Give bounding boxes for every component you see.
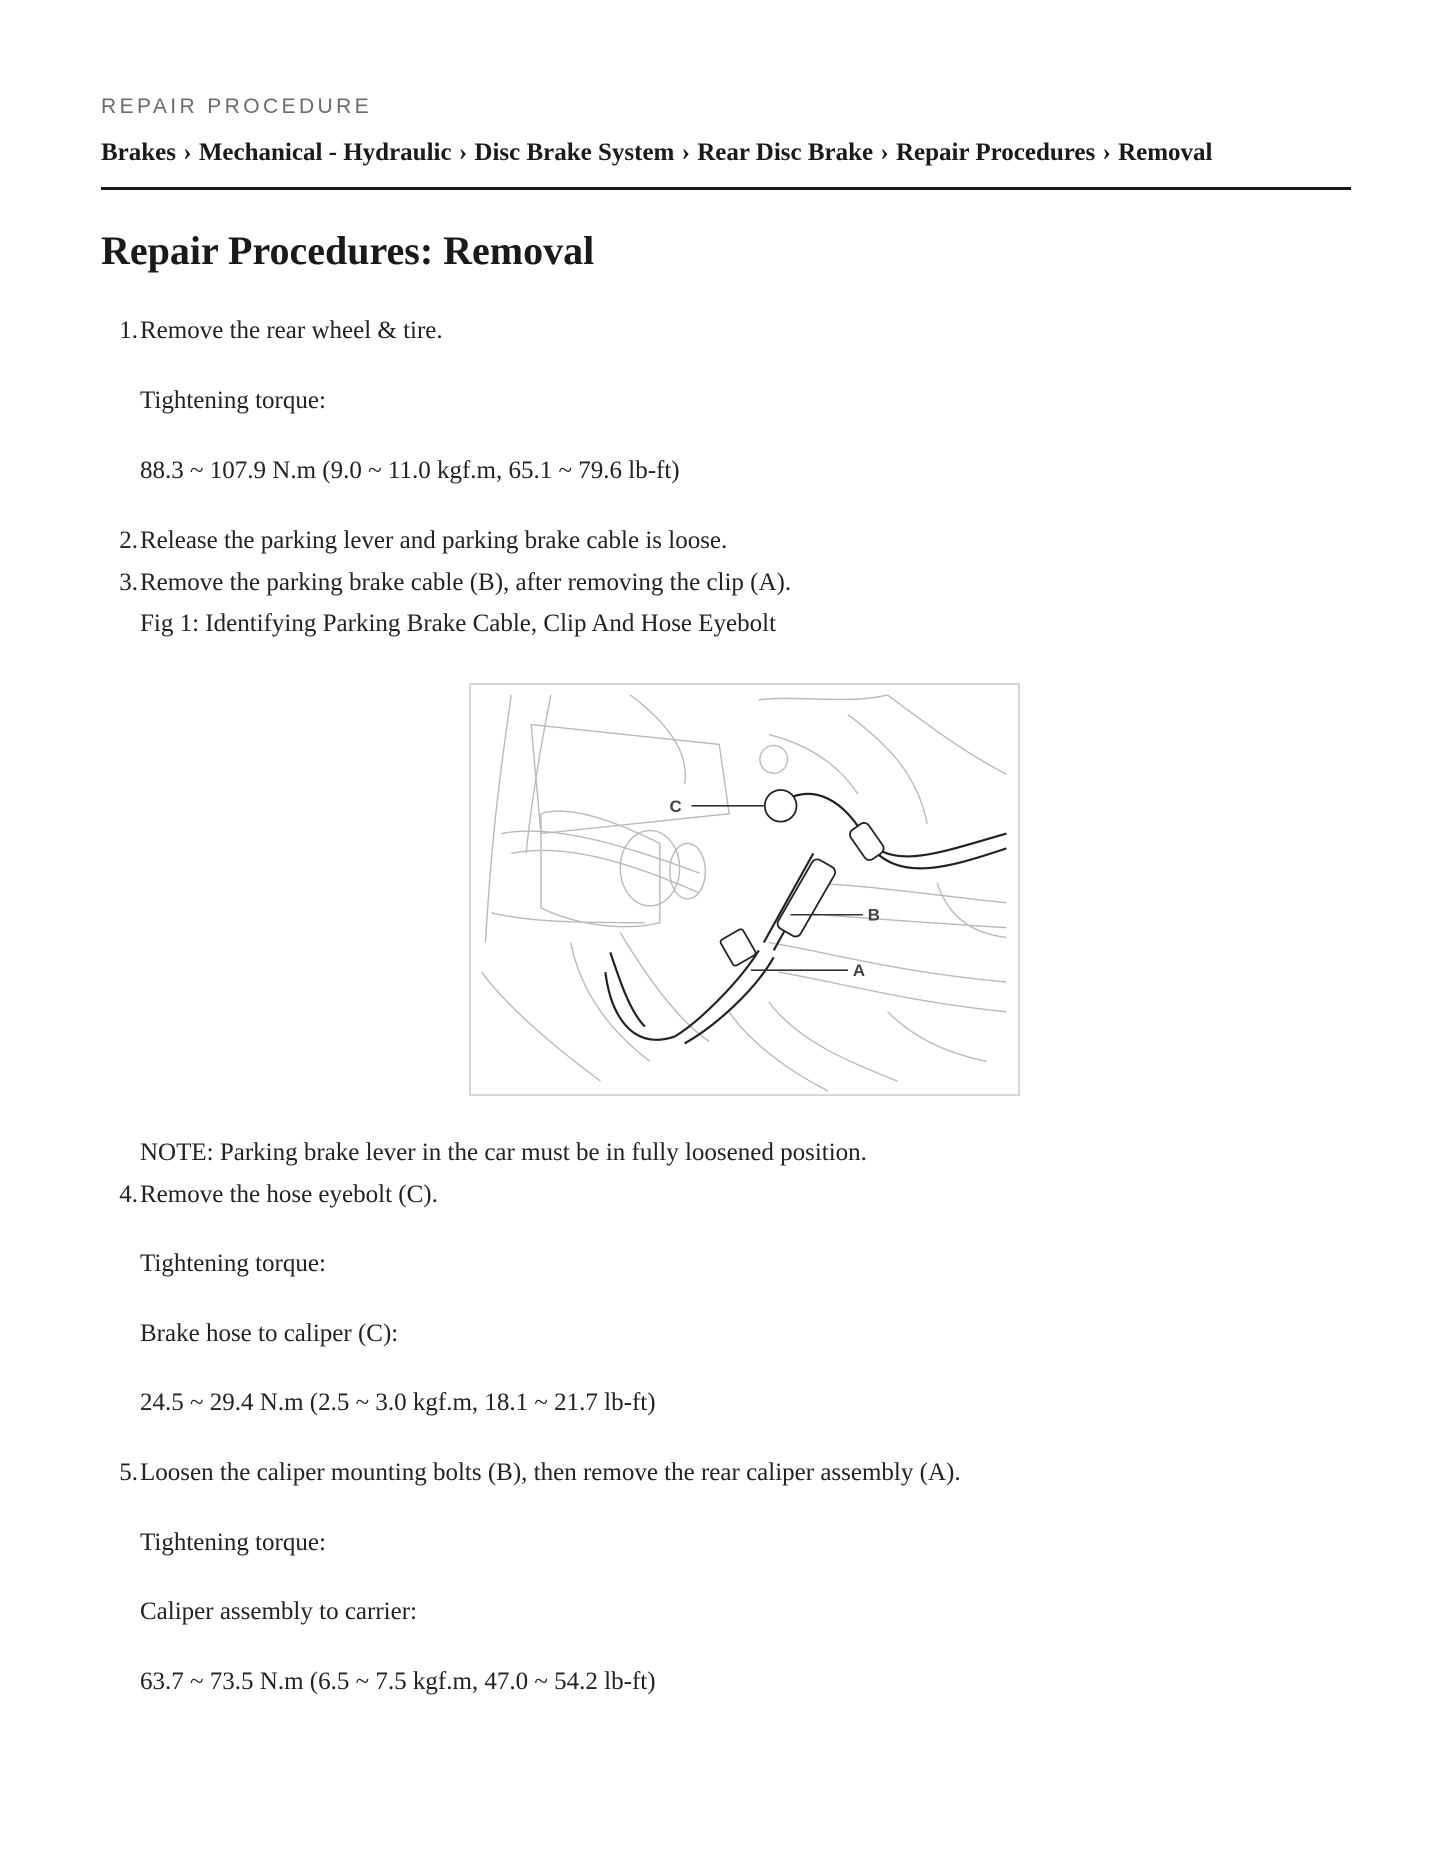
breadcrumb (101, 139, 1212, 167)
step-number: 5. (119, 1459, 138, 1486)
step-1-detail: Tightening torque: (140, 387, 326, 414)
breadcrumb-separator: › (1102, 139, 1111, 166)
parking-brake-illustration (471, 685, 1018, 1094)
step-number: 2. (119, 527, 138, 554)
step-4-detail: Brake hose to caliper (C): (140, 1320, 399, 1347)
callout-label-a: A (852, 961, 866, 981)
breadcrumb-separator: › (880, 139, 889, 166)
step-text: Remove the hose eyebolt (C). (140, 1181, 438, 1208)
step-2 (119, 524, 728, 558)
step-number: 3. (119, 569, 138, 596)
step-text: Remove the rear wheel & tire. (140, 317, 443, 344)
callout-label-c: C (669, 796, 682, 816)
breadcrumb-separator: › (183, 139, 192, 166)
step-5-torque-value: 63.7 ~ 73.5 N.m (6.5 ~ 7.5 kgf.m, 47.0 ~ 54.2 lb-ft) (140, 1668, 656, 1695)
step-number: 4. (119, 1181, 138, 1208)
step-1 (119, 314, 443, 348)
step-5-detail: Tightening torque: (140, 1529, 326, 1556)
step-4 (119, 1178, 438, 1212)
breadcrumb-item-repair-procedures[interactable]: Repair Procedures (895, 139, 1096, 166)
step-1-torque-value: 88.3 ~ 107.9 N.m (9.0 ~ 11.0 kgf.m, 65.1 ~ 79.6 lb-ft) (140, 457, 680, 484)
step-4-torque-value: 24.5 ~ 29.4 N.m (2.5 ~ 3.0 kgf.m, 18.1 ~ 21.7 lb-ft) (140, 1389, 656, 1416)
step-text: Remove the parking brake cable (B), after removing the clip (A). (140, 569, 792, 596)
step-text: Loosen the caliper mounting bolts (B), then remove the rear caliper assembly (A). (140, 1459, 961, 1486)
breadcrumb-item-removal: Removal (1118, 139, 1213, 166)
breadcrumb-item-mechanical-hydraulic[interactable]: Mechanical - Hydraulic (198, 139, 452, 166)
section-kicker: REPAIR PROCEDURE (101, 95, 373, 118)
breadcrumb-item-brakes[interactable]: Brakes (101, 139, 176, 166)
step-3-note: NOTE: Parking brake lever in the car must be in fully loosened position. (140, 1139, 867, 1166)
step-5-detail: Caliper assembly to carrier: (140, 1598, 417, 1625)
step-5 (119, 1456, 961, 1490)
figure-caption: Fig 1: Identifying Parking Brake Cable, Clip And Hose Eyebolt (140, 610, 777, 637)
parking-brake-figure (469, 683, 1020, 1096)
breadcrumb-separator: › (681, 139, 690, 166)
step-text: Release the parking lever and parking brake cable is loose. (140, 527, 728, 554)
step-number: 1. (119, 317, 138, 344)
step-3 (119, 566, 792, 600)
page-title: Repair Procedures: Removal (101, 228, 595, 273)
callout-label-b: B (867, 905, 880, 925)
breadcrumb-item-rear-disc-brake[interactable]: Rear Disc Brake (697, 139, 874, 166)
breadcrumb-separator: › (458, 139, 468, 166)
header-divider (101, 187, 1351, 190)
breadcrumb-item-disc-brake-system[interactable]: Disc Brake System (474, 139, 675, 166)
step-4-detail: Tightening torque: (140, 1250, 326, 1277)
